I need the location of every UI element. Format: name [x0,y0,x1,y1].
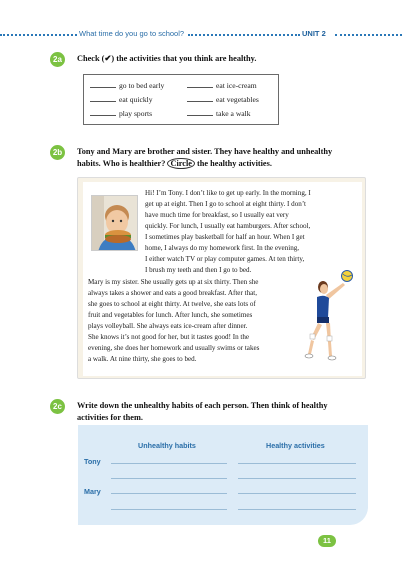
answer-blank[interactable] [187,101,213,102]
answer-blank[interactable] [187,115,213,116]
header-dots-middle [188,34,300,36]
answer-blank[interactable] [90,101,116,102]
passage-line: She knows it’s not good for her, but it tastes good! In the [88,333,250,341]
passage-line: a walk. At nine thirty, she goes to bed. [88,355,197,363]
option-item[interactable]: take a walk [187,109,251,118]
instruction-2c-line1: Write down the unhealthy habits of each person. Then think of healthy [77,401,328,410]
option-item[interactable]: go to bed early [90,81,164,90]
answer-blank[interactable] [90,115,116,116]
header-unit-label: UNIT 2 [302,29,326,38]
passage-line: she goes to school at eight thirty. At twelve, she eats lots of [88,300,256,308]
passage-line: quickly. For lunch, I usually eat hamburgers. After school, [145,222,311,230]
instruction-2c-line2: activities for them. [77,413,143,422]
passage-line: evening, she does her homework and usually swims or takes [88,344,260,352]
reading-passage [83,182,362,376]
passage-line: I brush my teeth and then I go to bed. [145,266,252,274]
passage-line: I sometimes play basketball for half an hour. When I get [145,233,305,241]
writing-line[interactable] [111,463,227,464]
badge-2b: 2b [50,145,65,160]
passage-line: fruit and vegetables for lunch. After lunch, she sometimes [88,311,253,319]
option-item[interactable]: play sports [90,109,152,118]
passage-line: I either watch TV or play computer games. At ten thirty, [145,255,305,263]
row-label-mary: Mary [84,487,101,496]
answer-blank[interactable] [187,87,213,88]
writing-line[interactable] [238,509,356,510]
option-item[interactable]: eat quickly [90,95,153,104]
writing-line[interactable] [111,509,227,510]
writing-line[interactable] [111,493,227,494]
header-lesson-title: What time do you go to school? [79,29,185,38]
option-item[interactable]: eat vegetables [187,95,259,104]
writing-line[interactable] [238,493,356,494]
badge-2c: 2c [50,399,65,414]
reading-passage-panel [77,177,366,379]
passage-line: have much time for breakfast, so I usually eat very [145,211,289,219]
instruction-2b-line1: Tony and Mary are brother and sister. They have healthy and unhealthy [77,147,333,156]
instruction-2a: Check (✔) the activities that you think are healthy. [77,54,257,63]
passage-line: get up at eight. Then I go to school at eight thirty. I don’t [145,200,307,208]
circle-word: Circle [167,158,195,169]
column-header-healthy: Healthy activities [266,441,325,450]
page-number: 11 [318,535,336,547]
passage-line: always takes a shower and eats a good breakfast. After that, [88,289,258,297]
row-label-tony: Tony [84,457,101,466]
passage-line: Hi! I’m Tony. I don’t like to get up early. In the morning, I [145,189,311,197]
writing-line[interactable] [238,478,356,479]
badge-2a: 2a [50,52,65,67]
passage-line: home, I always do my homework first. In the evening, [145,244,300,252]
column-header-unhealthy: Unhealthy habits [138,441,196,450]
mary-volleyball-illustration [297,270,359,362]
running-header [0,29,402,41]
writing-line[interactable] [111,478,227,479]
option-item[interactable]: eat ice-cream [187,81,257,90]
header-dots-right [335,34,402,36]
activity-checklist [83,74,279,125]
instruction-2b-line2: habits. Who is healthier? Circle the healthy activities. [77,159,272,168]
passage-line: Mary is my sister. She usually gets up at six thirty. Then she [88,278,259,286]
habits-table [78,425,368,525]
tony-eating-hamburger-photo [91,195,138,251]
answer-blank[interactable] [90,87,116,88]
writing-line[interactable] [238,463,356,464]
passage-line: plays volleyball. She always eats ice-cream after dinner. [88,322,248,330]
header-dots-left [0,34,77,36]
